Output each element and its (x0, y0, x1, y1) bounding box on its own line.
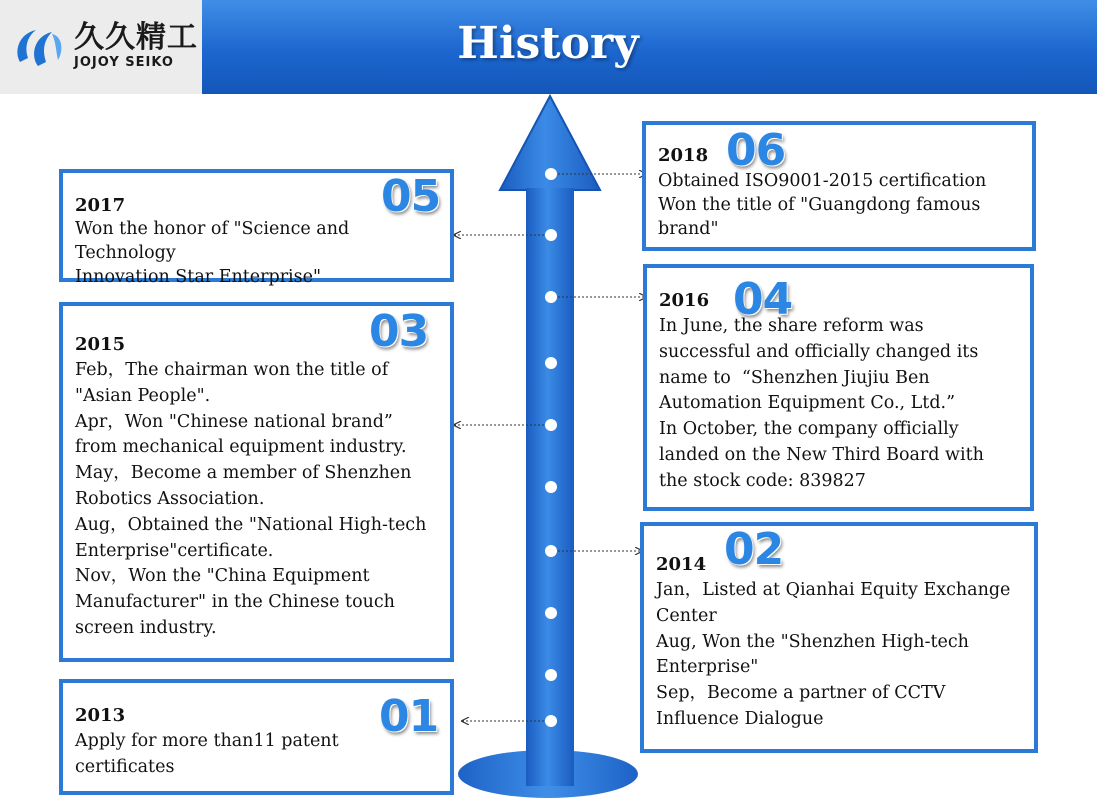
milestone-number: 06 (726, 125, 786, 176)
logo-english-name: JOJOY SEIKO (74, 55, 174, 70)
milestone-number: 02 (724, 524, 784, 575)
timeline-dot (545, 357, 557, 369)
milestone-text: Feb，The chairman won the title of "Asian People". Apr，Won "Chinese national brand” from mechanical equipment industry. May，Become a member of Shenzhen Robotics Association. Aug，Obtained the "National High-tech Enterprise"certificate. Nov，Won the "China Equipment Manufacturer" in the Chinese touch screen industry. (75, 360, 427, 638)
milestone-year: 2018 (658, 145, 709, 166)
timeline-dot (545, 481, 557, 493)
timeline-arrow (440, 94, 660, 800)
milestone-year: 2013 (75, 705, 126, 726)
milestone-text: Obtained ISO9001-2015 certification Won the title of "Guangdong famous brand" (658, 171, 987, 239)
page-title: History (457, 18, 639, 69)
milestone-box-2013 (59, 679, 454, 795)
timeline-dot (545, 607, 557, 619)
milestone-box-2018 (642, 121, 1036, 251)
milestone-number: 04 (733, 274, 793, 325)
logo-chinese-name: 久久精工 (74, 20, 198, 55)
milestone-number: 05 (381, 171, 441, 222)
logo (0, 0, 202, 94)
timeline-dot (545, 419, 557, 431)
milestone-box-2014 (640, 522, 1038, 753)
milestone-box-2017 (59, 169, 454, 287)
milestone-year: 2015 (75, 334, 126, 355)
milestone-year: 2016 (659, 290, 710, 311)
milestone-box-2016 (643, 264, 1034, 511)
milestone-text: In June, the share reform was successful and officially changed its name to “Shenzhen Jiujiu Ben Automation Equipment Co., Ltd.” In October, the company officially landed on the New Third Board with the stock code: 839827 (659, 316, 984, 491)
timeline-dot (545, 291, 557, 303)
timeline-dot (545, 229, 557, 241)
milestone-number: 03 (369, 306, 429, 357)
title-bar (202, 0, 1097, 94)
milestone-text: Apply for more than11 patent certificates (75, 731, 339, 777)
milestone-number: 01 (379, 691, 439, 742)
timeline-dot (545, 715, 557, 727)
milestone-year: 2017 (75, 195, 126, 216)
milestone-year: 2014 (656, 554, 707, 575)
jojoy-logo-icon (12, 22, 66, 72)
milestone-text: Jan，Listed at Qianhai Equity Exchange Center Aug, Won the "Shenzhen High-tech Enterprise" Sep，Become a partner of CCTV Influence Dialogue (656, 580, 1011, 729)
timeline-dot (545, 669, 557, 681)
milestone-text: Won the honor of "Science and Technology Innovation Star Enterprise" (75, 219, 350, 287)
timeline-dot (545, 168, 557, 180)
milestone-box-2015 (59, 302, 454, 662)
timeline-dot (545, 545, 557, 557)
